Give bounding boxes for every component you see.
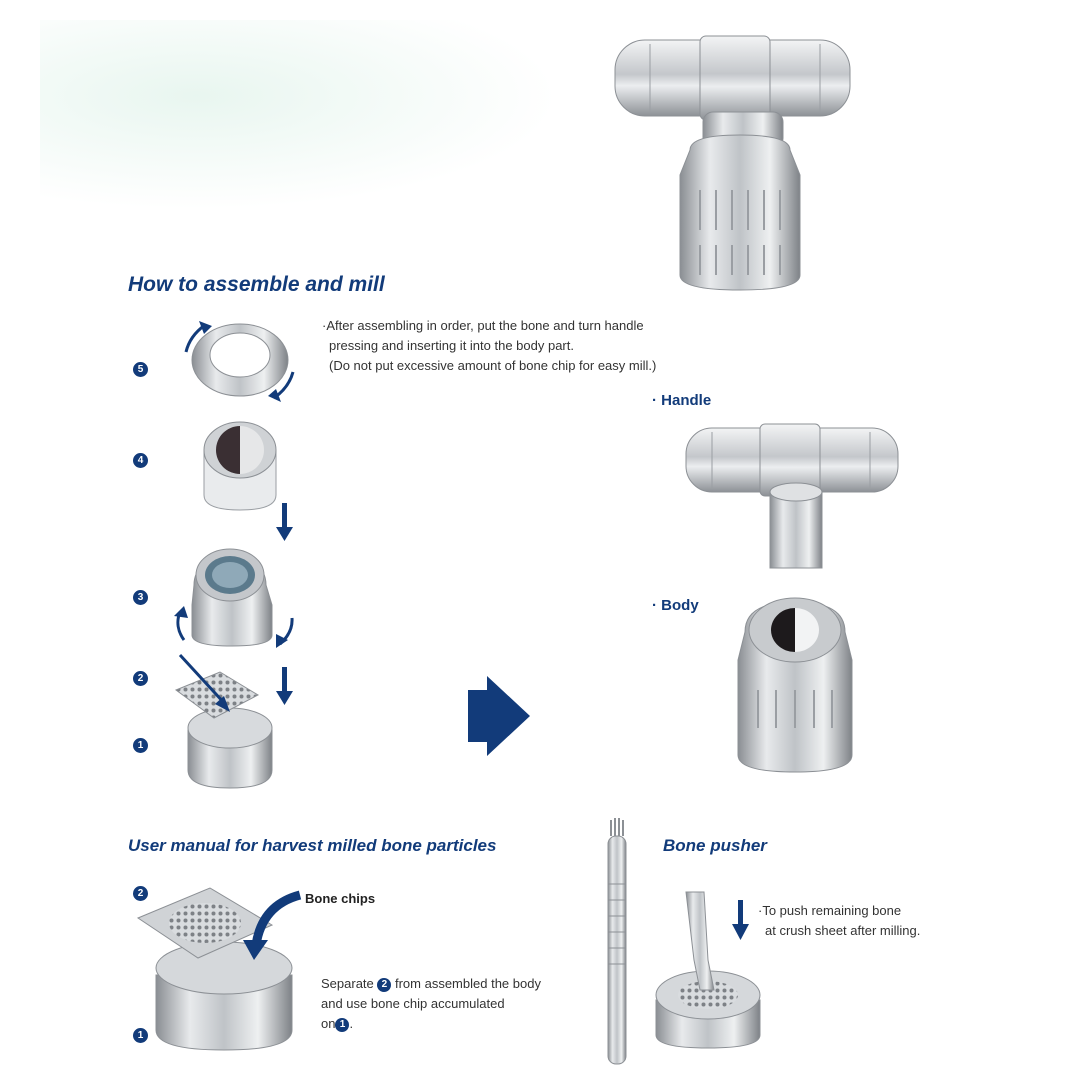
step-number-badge: 1 (133, 738, 148, 753)
body-label: · Body (652, 597, 699, 614)
assembly-instructions (322, 316, 656, 376)
step1-2-base-with-sheet-image (176, 655, 272, 788)
step-number-badge: 3 (133, 590, 148, 605)
down-arrow-icon (732, 900, 749, 940)
assembled-mill-image (615, 36, 850, 290)
step-number-inline: 1 (335, 1018, 349, 1032)
assembly-note-line: (Do not put excessive amount of bone chip for easy mill.) (329, 358, 657, 373)
pusher-instructions (758, 901, 920, 941)
section-title-bone-pusher: Bone pusher (663, 836, 767, 855)
section-title-harvest: User manual for harvest milled bone particles (128, 836, 497, 855)
assembly-note-line: pressing and inserting it into the body part. (329, 338, 574, 353)
step-number-badge: 1 (133, 1028, 148, 1043)
harvest-text: on (321, 1016, 336, 1031)
step-number-badge: 2 (133, 886, 148, 901)
step5-cap-ring-image (186, 321, 293, 402)
harvest-text: and use bone chip accumulated (321, 996, 505, 1011)
pusher-note-line: at crush sheet after milling. (765, 923, 921, 938)
bone-chips-callout: Bone chips (305, 891, 376, 906)
step4-crush-sheet-holder-image (204, 422, 276, 510)
assembly-note-line: ·After assembling in order, put the bone and turn handle (322, 318, 644, 333)
step-number-inline: 2 (377, 978, 391, 992)
handle-label: · Handle (652, 392, 712, 409)
handle-part-image (686, 424, 898, 568)
pusher-in-use-image (656, 892, 760, 1048)
harvest-base-with-sheet-image (138, 888, 300, 1050)
down-arrow-icon (276, 667, 293, 705)
harvest-text: . (349, 1016, 354, 1031)
step-number-badge: 4 (133, 453, 148, 468)
harvest-text: from assembled the body (391, 976, 541, 991)
bone-pusher-rod-image (608, 818, 626, 1064)
section-title-assemble: How to assemble and mill (128, 273, 385, 296)
big-right-arrow-icon (468, 676, 530, 756)
harvest-instructions (321, 974, 541, 1034)
down-arrow-icon (276, 503, 293, 541)
pusher-note-line: ·To push remaining bone (758, 903, 902, 918)
step-number-badge: 2 (133, 671, 148, 686)
step3-body-image (174, 549, 292, 648)
step-number-badge: 5 (133, 362, 148, 377)
body-part-image (738, 598, 852, 772)
harvest-text: Separate (321, 976, 378, 991)
